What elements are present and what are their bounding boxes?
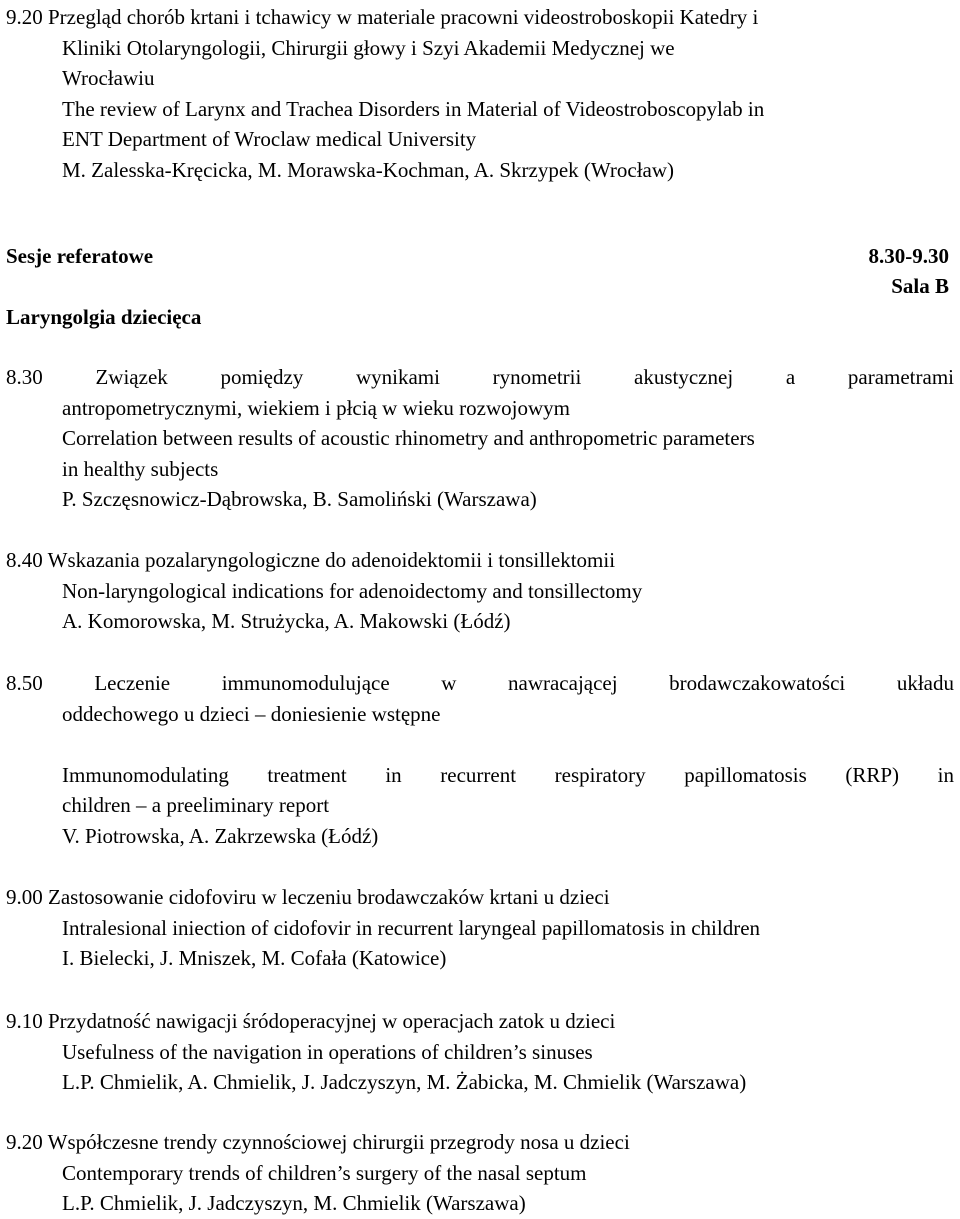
entry-authors: P. Szczęsnowicz-Dąbrowska, B. Samoliński (Warszawa) (62, 487, 537, 511)
entry-time: 8.30 (6, 365, 43, 389)
entry-time: 8.50 (6, 671, 43, 695)
entry-time: 9.20 (6, 1130, 43, 1154)
entry-title-pl: oddechowego u dzieci – doniesienie wstępne (62, 701, 441, 726)
entry-title-en: Usefulness of the navigation in operations of children’s sinuses (62, 1039, 593, 1064)
session-room: Sala B (891, 274, 949, 298)
entry-title-en: in healthy subjects (62, 456, 219, 481)
entry-title-pl: Wskazania pozalaryngologiczne do adenoidektomii i tonsillektomii (47, 548, 616, 572)
program-entry-900 (6, 882, 954, 974)
entry-title-en: Immunomodulating treatment in recurrent respiratory papillomatosis (RRP) in (62, 762, 954, 787)
entry-title-pl: Przegląd chorób krtani i tchawicy w materiale pracowni videostroboskopii Katedry i (48, 5, 759, 29)
entry-title-en: Contemporary trends of children’s surgery of the nasal septum (62, 1160, 587, 1185)
entry-authors: L.P. Chmielik, A. Chmielik, J. Jadczyszyn, M. Żabicka, M. Chmielik (Warszawa) (62, 1070, 747, 1094)
entry-title-pl: Zastosowanie cidofoviru w leczeniu brodawczaków krtani u dzieci (48, 885, 610, 909)
entry-time: 8.40 (6, 548, 43, 572)
spacer (6, 729, 954, 760)
entry-title-pl-line (6, 882, 954, 913)
entry-title-pl-line (6, 1006, 954, 1037)
entry-authors: M. Zalesska-Kręcicka, M. Morawska-Kochman, A. Skrzypek (Wrocław) (62, 157, 675, 182)
program-entry-850 (6, 668, 954, 851)
entry-title-pl-line (6, 2, 954, 33)
entry-title-en: ENT Department of Wroclaw medical University (62, 127, 477, 151)
program-entry-920-review (6, 2, 954, 185)
entry-title-pl-line (6, 668, 954, 699)
entry-title-pl: Związek pomiędzy wynikami rynometrii akustycznej a parametrami (95, 365, 955, 389)
entry-authors: A. Komorowska, M. Strużycka, A. Makowski (Łódź) (62, 609, 511, 633)
entry-title-en: children – a preeliminary report (62, 793, 330, 817)
entry-title-en: Non-laryngological indications for adenoidectomy and tonsillectomy (62, 578, 643, 603)
entry-title-en: Correlation between results of acoustic rhinometry and anthropometric parameters (62, 426, 755, 450)
entry-title-pl: Współczesne trendy czynnościowej chirurgii przegrody nosa u dzieci (47, 1130, 630, 1154)
entry-title-pl: Wrocławiu (62, 66, 155, 90)
entry-title-pl-line (6, 1127, 954, 1158)
entry-title-pl: Przydatność nawigacji śródoperacyjnej w operacjach zatok u dzieci (48, 1009, 616, 1033)
program-entry-920-septum (6, 1127, 954, 1219)
entry-time: 9.00 (6, 885, 43, 909)
entry-title-pl: Leczenie immunomodulujące w nawracającej brodawczakowatości układu (94, 671, 954, 695)
entry-authors: I. Bielecki, J. Mniszek, M. Cofała (Katowice) (62, 946, 447, 970)
entry-title-pl-line (6, 362, 954, 393)
session-header (6, 241, 954, 332)
program-entry-910 (6, 1006, 954, 1098)
session-time: 8.30-9.30 (868, 244, 949, 268)
entry-authors: V. Piotrowska, A. Zakrzewska (Łódź) (62, 823, 379, 848)
program-entry-830 (6, 362, 954, 515)
entry-title-en: Intralesional iniection of cidofovir in recurrent laryngeal papillomatosis in children (62, 915, 761, 940)
entry-authors: L.P. Chmielik, J. Jadczyszyn, M. Chmielik (Warszawa) (62, 1191, 526, 1215)
entry-title-pl-line (6, 545, 954, 576)
session-label: Sesje referatowe (6, 244, 154, 268)
entry-time: 9.20 (6, 5, 43, 29)
entry-title-pl: Kliniki Otolaryngologii, Chirurgii głowy i Szyi Akademii Medycznej we (62, 35, 675, 60)
entry-title-pl: antropometrycznymi, wiekiem i płcią w wieku rozwojowym (62, 395, 570, 420)
program-entry-840 (6, 545, 954, 637)
entry-time: 9.10 (6, 1009, 43, 1033)
session-topic: Laryngolgia dziecięca (6, 305, 202, 329)
entry-title-en: The review of Larynx and Trachea Disorders in Material of Videostroboscopylab in (62, 96, 765, 121)
